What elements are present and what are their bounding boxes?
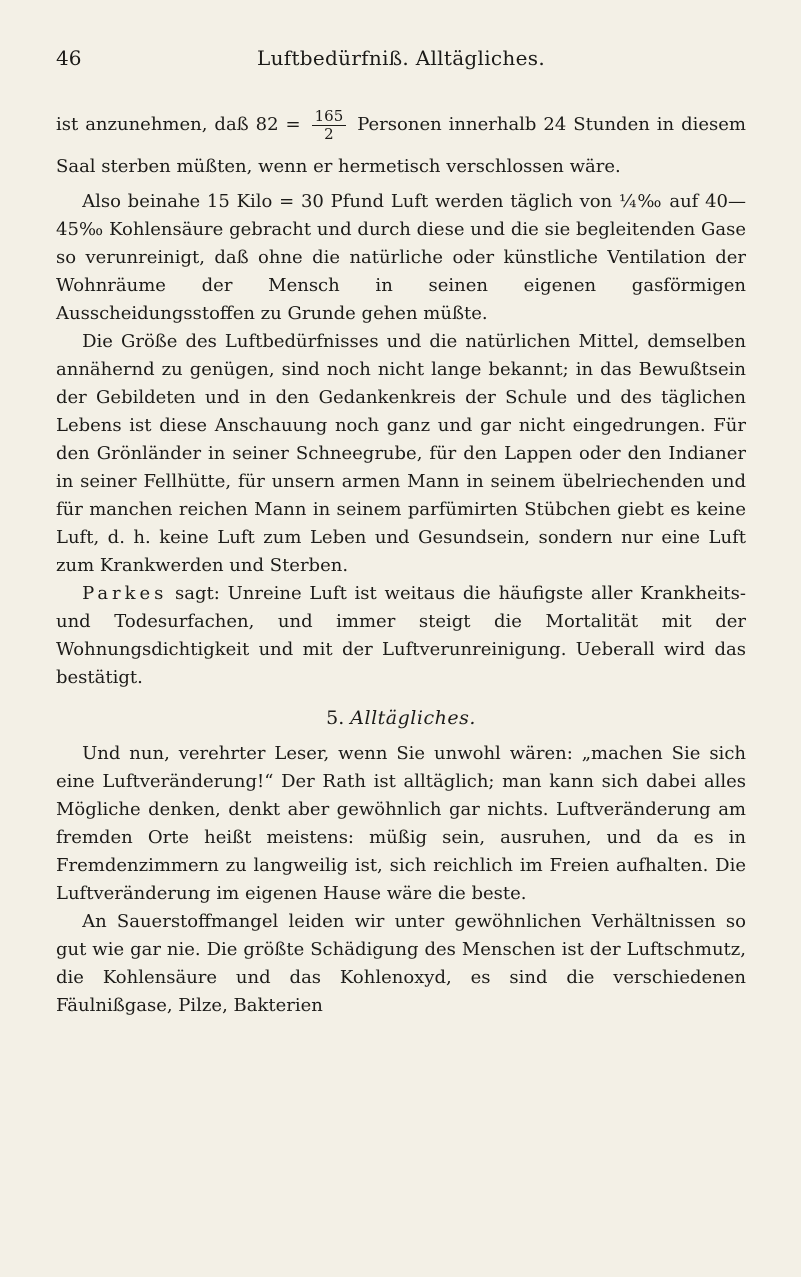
paragraph [56,580,746,692]
paragraph-text: ist anzunehmen, daß 82 = [56,114,301,135]
paragraph-text: Personen innerhalb 24 Stunden in diesem Saal sterben müßten, wenn er hermetisch verschlossen wäre. [56,114,746,177]
paragraph-continued [56,104,746,188]
page-number: 46 [56,46,82,70]
fraction-denominator: 2 [324,124,334,143]
page-body [56,104,746,1020]
paragraph-text: sagt: Unreine Luft ist weitaus die häufigste aller Krankheits- und Todesurfachen, und immer steigt die Mortalität mit der Wohnungsdichtigkeit und mit der Luftverunreinigung. Ueberall wird das bestätigt. [56,583,746,688]
section-title: Alltägliches. [350,707,476,729]
paragraph: Die Größe des Luftbedürfnisses und die natürlichen Mittel, demselben annähernd zu genügen, sind noch nicht lange bekannt; in das Bewußtsein der Gebildeten und in den Gedankenkreis der Schule und des täglichen Lebens ist diese Anschauung noch ganz und gar nicht eingedrungen. Für den Grönländer in seiner Schneegrube, für den Lappen oder den Indianer in seiner Fellhütte, für unsern armen Mann in seinem übelriechenden und für manchen reichen Mann in seinem parfümirten Stübchen giebt es keine Luft, d. h. keine Luft zum Leben und Gesundsein, sondern nur eine Luft zum Krankwerden und Sterben. [56,331,746,576]
paragraph: Also beinahe 15 Kilo = 30 Pfund Luft werden täglich von ¼‰ auf 40—45‰ Kohlensäure gebracht und durch diese und die sie begleitenden Gase so verunreinigt, daß ohne die natürliche oder künstliche Ventilation der Wohnräume der Mensch in seinen eigenen gasförmigen Ausscheidungsstoffen zu Grunde gehen müßte. [56,191,746,324]
page-header [56,38,746,78]
section-heading [56,704,746,732]
author-name: Parkes [82,583,168,604]
running-title: Luftbedürfniß. Alltägliches. [257,46,545,70]
fraction-numerator: 165 [312,108,347,126]
section-number: 5. [326,707,345,729]
paragraph: Und nun, verehrter Leser, wenn Sie unwohl wären: „machen Sie sich eine Luftveränderung!“ Der Rath ist alltäglich; man kann sich dabei alles Mögliche denken, denkt aber gewöhnlich gar nichts. Luftveränderung am fremden Orte heißt meistens: müßig sein, ausruhen, und da es in Fremdenzimmern zu langweilig ist, sich reichlich im Freien aufhalten. Die Luftveränderung im eigenen Hause wäre die beste. [56,743,746,904]
fraction [312,108,347,143]
paragraph: An Sauerstoffmangel leiden wir unter gewöhnlichen Verhältnissen so gut wie gar nie. Die größte Schädigung des Menschen ist der Luftschmutz, die Kohlensäure und das Kohlenoxyd, es sind die verschiedenen Fäulnißgase, Pilze, Bakterien [56,911,746,1016]
